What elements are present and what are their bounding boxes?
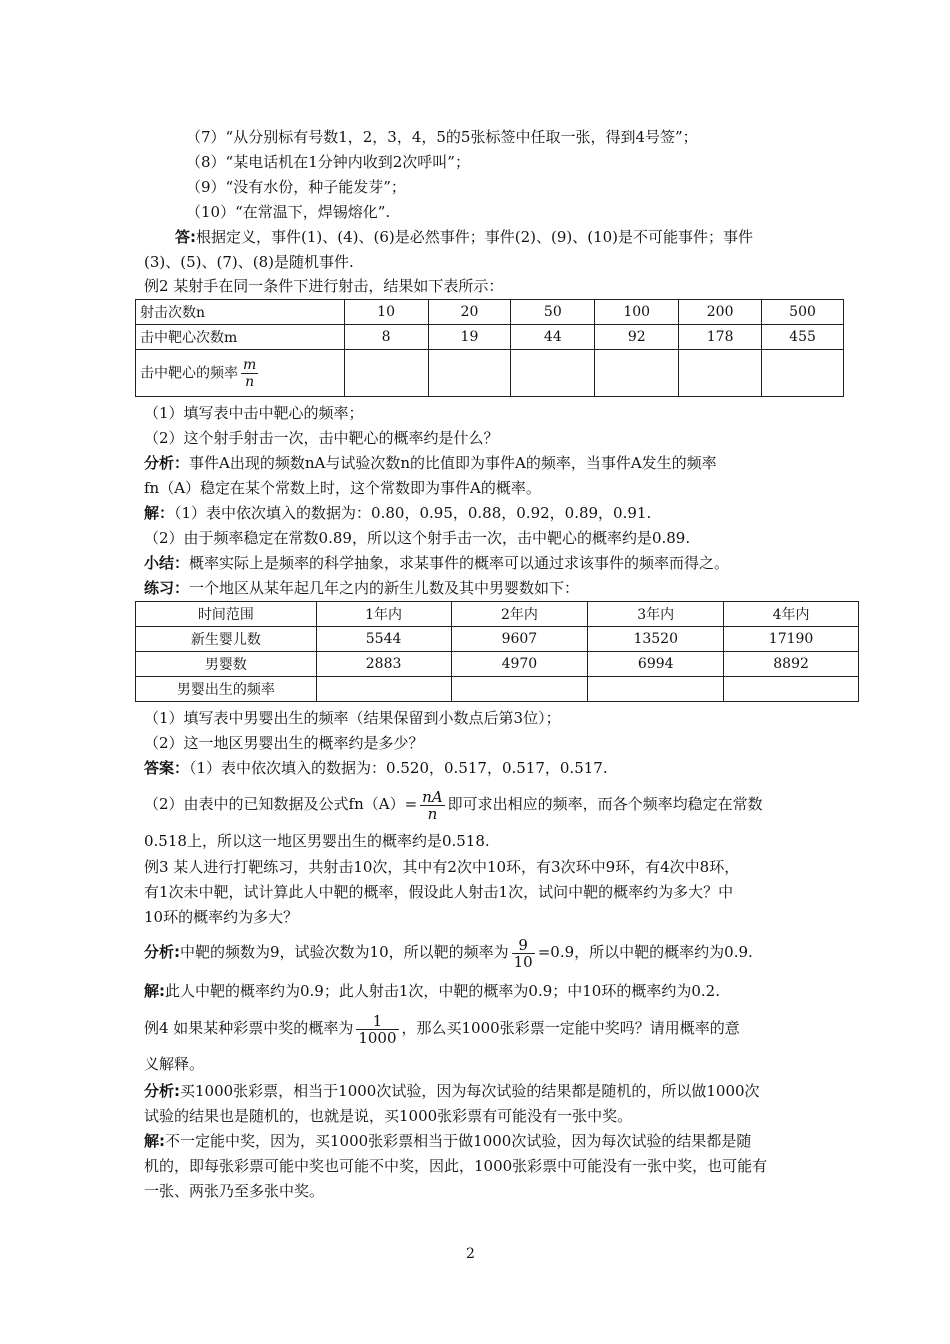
example-4-solution-3: 一张、两张乃至多张中奖。 xyxy=(144,1182,325,1200)
table-row xyxy=(136,300,844,325)
table-cell: 92 xyxy=(595,325,679,350)
example-3-line-2: 有1次未中靶，试计算此人中靶的概率，假设此人射击1次，试问中靶的概率约为多大？中 xyxy=(144,883,734,901)
item-7: （7）“从分别标有号数1，2，3，4，5的5张标签中任取一张，得到4号签”； xyxy=(186,128,698,146)
table-cell: 2883 xyxy=(316,652,451,677)
example-4-line-1 xyxy=(144,1008,740,1048)
table-cell: 5544 xyxy=(316,627,451,652)
empty-cell xyxy=(724,677,859,702)
column-header: 时间范围 xyxy=(136,602,317,627)
column-header: 4年内 xyxy=(724,602,859,627)
empty-cell xyxy=(428,350,511,397)
table-cell: 4970 xyxy=(451,652,588,677)
table-cell: 50 xyxy=(511,300,595,325)
table-cell: 9607 xyxy=(451,627,588,652)
table-row xyxy=(136,677,859,702)
summary-label: 小结： xyxy=(144,554,190,572)
example-3-analysis-text-b: =0.9，所以中靶的概率约为0.9. xyxy=(537,943,753,961)
example-3-line-3: 10环的概率约为多大？ xyxy=(144,908,299,926)
table-row xyxy=(136,350,844,397)
example-3-analysis-label: 分析: xyxy=(144,943,180,961)
solution-line-1 xyxy=(144,502,651,524)
example-4-solution-label: 解: xyxy=(144,1132,165,1150)
table-cell: 178 xyxy=(679,325,762,350)
table-header-row xyxy=(136,602,859,627)
table-cell: 100 xyxy=(595,300,679,325)
example-3-solution-label: 解: xyxy=(144,982,165,1000)
shooting-table xyxy=(135,299,844,397)
solution-text-1: （1）表中依次填入的数据为：0.80，0.95，0.88，0.92，0.89，0.91. xyxy=(174,504,652,522)
key-line-2 xyxy=(144,784,763,824)
example-4-text-b: ，那么买1000张彩票一定能中奖吗？请用概率的意 xyxy=(401,1019,740,1037)
births-table xyxy=(135,601,859,702)
example-3-line-1: 例3 某人进行打靶练习，共射击10次，其中有2次中10环，有3次环中9环，有4次中8环， xyxy=(144,858,740,876)
table-row xyxy=(136,325,844,350)
empty-cell xyxy=(595,350,679,397)
example-4-solution-1 xyxy=(144,1130,751,1152)
answer-label: 答: xyxy=(175,228,196,246)
example-4-analysis-1 xyxy=(144,1080,760,1102)
table-cell: 19 xyxy=(428,325,511,350)
example-4-analysis-label: 分析: xyxy=(144,1082,180,1100)
key-text-2a: （2）由表中的已知数据及公式fn（A）= xyxy=(144,795,418,813)
solution-label: 解： xyxy=(144,504,175,522)
table-row xyxy=(136,627,859,652)
key-label: 答案： xyxy=(144,759,190,777)
analysis-text-1: 事件A出现的频数nA与试验次数n的比值即为事件A的频率，当事件A发生的频率 xyxy=(189,454,717,472)
practice-question-2: （2）这一地区男婴出生的概率约是多少？ xyxy=(144,734,424,752)
empty-cell xyxy=(451,677,588,702)
column-header: 2年内 xyxy=(451,602,588,627)
example-4-analysis-2: 试验的结果也是随机的，也就是说，买1000张彩票有可能没有一张中奖。 xyxy=(144,1107,633,1125)
table-cell: 500 xyxy=(762,300,844,325)
item-9: （9）“没有水份，种子能发芽”； xyxy=(186,178,406,196)
frequency-formula-fraction: $\frac{nA}{n}$ xyxy=(422,787,443,823)
question-1: （1）填写表中击中靶心的频率； xyxy=(144,404,364,422)
practice-question-1: （1）填写表中男婴出生的频率（结果保留到小数点后第3位）； xyxy=(144,709,561,727)
answer-line-2: (3)、(5)、(7)、(8)是随机事件. xyxy=(144,253,354,271)
row-label: 男婴数 xyxy=(136,652,317,677)
key-line-1 xyxy=(144,757,608,779)
example-4-solution-2: 机的，即每张彩票可能中奖也可能不中奖，因此，1000张彩票中可能没有一张中奖，也可能有 xyxy=(144,1157,768,1175)
row-label: 击中靶心次数m xyxy=(136,325,345,350)
item-8: （8）“某电话机在1分钟内收到2次呼叫”； xyxy=(186,153,470,171)
empty-cell xyxy=(344,350,428,397)
table-cell: 8 xyxy=(344,325,428,350)
example-2-title: 例2 某射手在同一条件下进行射击，结果如下表所示： xyxy=(144,277,504,295)
table-cell: 8892 xyxy=(724,652,859,677)
lottery-probability-fraction: $\frac{1}{1000}$ xyxy=(358,1011,397,1047)
example-4-line-2: 义解释。 xyxy=(144,1055,205,1073)
empty-cell xyxy=(588,677,724,702)
summary-text: 概率实际上是频率的科学抽象，求某事件的概率可以通过求该事件的频率而得之。 xyxy=(189,554,730,572)
column-header: 1年内 xyxy=(316,602,451,627)
row-label: 男婴出生的频率 xyxy=(136,677,317,702)
answer-line-1 xyxy=(175,226,753,248)
analysis-label: 分析： xyxy=(144,454,190,472)
table-cell: 6994 xyxy=(588,652,724,677)
analysis-line-1 xyxy=(144,452,717,474)
solution-line-2: （2）由于频率稳定在常数0.89，所以这个射手击一次，击中靶心的概率约是0.89. xyxy=(144,529,691,547)
key-line-3: 0.518上，所以这一地区男婴出生的概率约是0.518. xyxy=(144,832,490,850)
item-10: （10）“在常温下，焊锡熔化”. xyxy=(186,203,391,221)
empty-cell xyxy=(762,350,844,397)
table-cell: 17190 xyxy=(724,627,859,652)
frequency-fraction: $\frac{m}{n}$ xyxy=(243,356,257,390)
example-3-solution-text: 此人中靶的概率约为0.9；此人射击1次，中靶的概率为0.9；中10环的概率约为0.2. xyxy=(165,982,720,1000)
page-number: 2 xyxy=(466,1246,475,1262)
example-3-solution xyxy=(144,980,720,1002)
question-2: （2）这个射手射击一次，击中靶心的概率约是什么？ xyxy=(144,429,499,447)
empty-cell xyxy=(679,350,762,397)
practice-text: 一个地区从某年起几年之内的新生儿数及其中男婴数如下： xyxy=(189,579,580,597)
table-cell: 455 xyxy=(762,325,844,350)
example-3-analysis xyxy=(144,932,753,972)
table-cell: 44 xyxy=(511,325,595,350)
analysis-line-2: fn（A）稳定在某个常数上时，这个常数即为事件A的概率。 xyxy=(144,479,541,497)
column-header: 3年内 xyxy=(588,602,724,627)
key-text-2b: 即可求出相应的频率，而各个频率均稳定在常数 xyxy=(447,795,763,813)
table-cell: 200 xyxy=(679,300,762,325)
practice-label: 练习： xyxy=(144,579,190,597)
answer-text-1: 根据定义，事件(1)、(4)、(6)是必然事件；事件(2)、(9)、(10)是不可能事件；事件 xyxy=(196,228,754,246)
empty-cell xyxy=(316,677,451,702)
summary-line xyxy=(144,552,729,574)
table-cell: 20 xyxy=(428,300,511,325)
example-4-analysis-text-1: 买1000张彩票，相当于1000次试验，因为每次试验的结果都是随机的，所以做1000次 xyxy=(180,1082,760,1100)
table-row xyxy=(136,652,859,677)
example-4-text-a: 例4 如果某种彩票中奖的概率为 xyxy=(144,1019,354,1037)
example-3-analysis-text-a: 中靶的频数为9，试验次数为10，所以靶的频率为 xyxy=(180,943,509,961)
table-cell: 13520 xyxy=(588,627,724,652)
hit-frequency-fraction: $\frac{9}{10}$ xyxy=(513,935,533,971)
row-label-text: 击中靶心的频率 xyxy=(140,365,238,381)
practice-line xyxy=(144,577,579,599)
row-label xyxy=(136,350,345,397)
empty-cell xyxy=(511,350,595,397)
example-4-solution-text-1: 不一定能中奖，因为，买1000张彩票相当于做1000次试验，因为每次试验的结果都是随 xyxy=(165,1132,752,1150)
row-label: 新生婴儿数 xyxy=(136,627,317,652)
row-label: 射击次数n xyxy=(136,300,345,325)
key-text-1: （1）表中依次填入的数据为：0.520，0.517，0.517，0.517. xyxy=(189,759,608,777)
table-cell: 10 xyxy=(344,300,428,325)
